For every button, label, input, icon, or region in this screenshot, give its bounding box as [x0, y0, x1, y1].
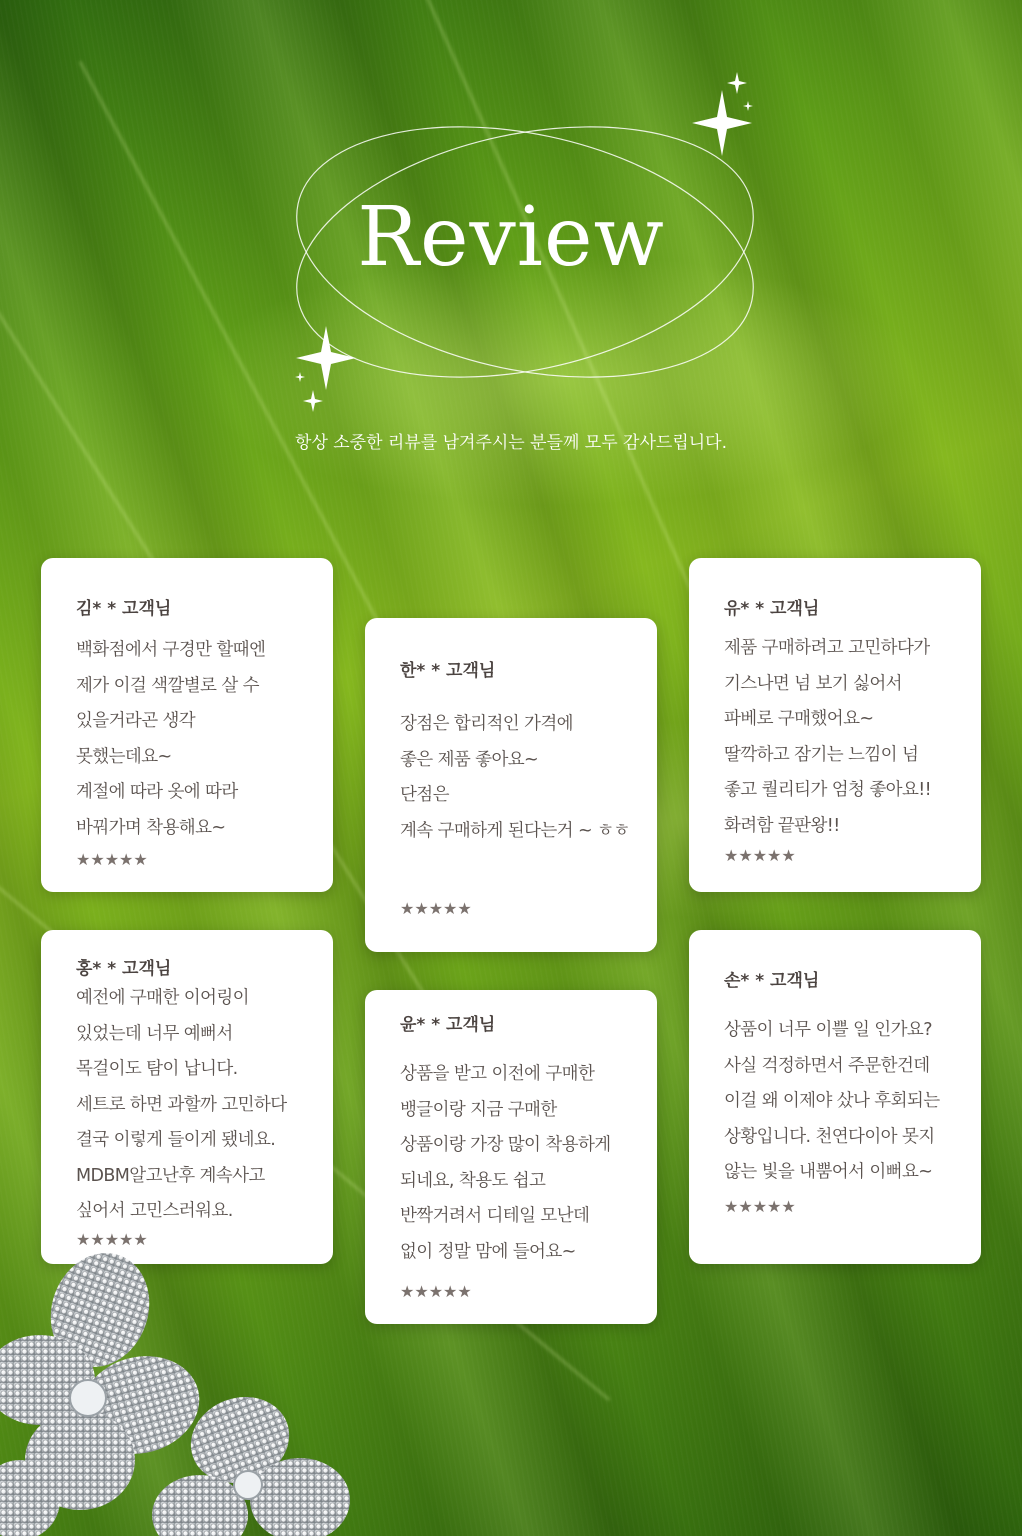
- reviewer-name: 김* * 고객님: [76, 599, 172, 619]
- star-rating-icon: ★★★★★: [400, 899, 472, 918]
- review-line: 상품을 받고 이전에 구매한: [400, 1064, 595, 1084]
- review-line: 좋은 제품 좋아요~: [400, 749, 539, 770]
- reviewer-name: 홍* * 고객님: [76, 959, 172, 979]
- review-line: 못했는데요~: [76, 746, 172, 767]
- review-line: 계속 구매하게 된다는거 ~ ㅎㅎ: [400, 820, 630, 841]
- review-text: [724, 1013, 969, 1191]
- review-line: 딸깍하고 잠기는 느낌이 넘: [724, 744, 919, 765]
- page-subtitle: 항상 소중한 리뷰를 남겨주시는 분들께 모두 감사드립니다.: [295, 433, 727, 453]
- sparkle-icon: [692, 72, 753, 156]
- review-line: 있었는데 너무 예뻐서: [76, 1023, 233, 1044]
- review-line: 화려함 끝판왕!!: [724, 815, 840, 836]
- reviewer-name: 유* * 고객님: [724, 599, 820, 619]
- review-text: [724, 631, 969, 844]
- review-line: 장점은 합리적인 가격에: [400, 714, 573, 734]
- page-title: Review: [357, 190, 665, 285]
- ring-petal: [0, 1250, 350, 1536]
- review-line: 세트로 하면 과할까 고민하다: [76, 1094, 287, 1115]
- review-line: 백화점에서 구경만 할때엔: [76, 640, 266, 660]
- review-line: 제품 구매하려고 고민하다가: [724, 638, 930, 658]
- review-text: [76, 981, 321, 1230]
- review-line: 되네요, 착용도 쉽고: [400, 1170, 546, 1191]
- review-card: [41, 558, 333, 892]
- review-line: MDBM알고난후 계속사고: [76, 1165, 265, 1186]
- review-card: [41, 930, 333, 1264]
- review-line: 상황입니다. 천연다이아 못지: [724, 1126, 935, 1147]
- review-line: 상품이 너무 이쁠 일 인가요?: [724, 1020, 932, 1040]
- review-text: [76, 633, 321, 846]
- review-line: 단점은: [400, 785, 449, 805]
- sparkle-icon: [295, 326, 356, 412]
- review-line: 있을거라곤 생각: [76, 711, 196, 731]
- review-line: 이걸 왜 이제야 샀나 후회되는: [724, 1091, 940, 1111]
- star-rating-icon: ★★★★★: [76, 850, 148, 869]
- review-line: 결국 이렇게 들이게 됐네요.: [76, 1130, 276, 1150]
- reviewer-name: 윤* * 고객님: [400, 1015, 496, 1035]
- review-card: [365, 990, 657, 1324]
- review-line: 없이 정말 맘에 들어요~: [400, 1241, 576, 1262]
- review-line: 뱅글이랑 지금 구매한: [400, 1099, 557, 1120]
- review-line: 제가 이걸 색깔별로 살 수: [76, 675, 259, 696]
- review-card: [689, 930, 981, 1264]
- review-card: [689, 558, 981, 892]
- review-text: [400, 707, 645, 849]
- review-line: 예전에 구매한 이어링이: [76, 988, 249, 1008]
- star-rating-icon: ★★★★★: [400, 1282, 472, 1301]
- reviewer-name: 한* * 고객님: [400, 661, 496, 681]
- review-line: 사실 걱정하면서 주문한건데: [724, 1055, 930, 1076]
- review-line: 상품이랑 가장 많이 착용하게: [400, 1135, 611, 1155]
- flower-ring-image: [0, 1250, 360, 1536]
- review-line: 바꿔가며 착용해요~: [76, 817, 226, 838]
- star-rating-icon: ★★★★★: [724, 1196, 796, 1216]
- review-text: [400, 1057, 645, 1270]
- review-line: 기스나면 넘 보기 싫어서: [724, 673, 902, 694]
- review-line: 목걸이도 탐이 납니다.: [76, 1059, 238, 1079]
- review-card: [365, 618, 657, 952]
- star-rating-icon: ★★★★★: [76, 1229, 148, 1249]
- review-line: 싶어서 고민스러워요.: [76, 1201, 233, 1221]
- review-line: 좋고 퀄리티가 엄청 좋아요!!: [724, 780, 932, 800]
- star-rating-icon: ★★★★★: [724, 846, 796, 865]
- review-line: 반짝거려서 디테일 모난데: [400, 1206, 590, 1226]
- review-line: 계절에 따라 옷에 따라: [76, 782, 238, 802]
- review-line: 파베로 구매했어요~: [724, 709, 874, 729]
- review-line: 않는 빛을 내뿜어서 이뻐요~: [724, 1162, 933, 1182]
- reviewer-name: 손* * 고객님: [724, 971, 820, 991]
